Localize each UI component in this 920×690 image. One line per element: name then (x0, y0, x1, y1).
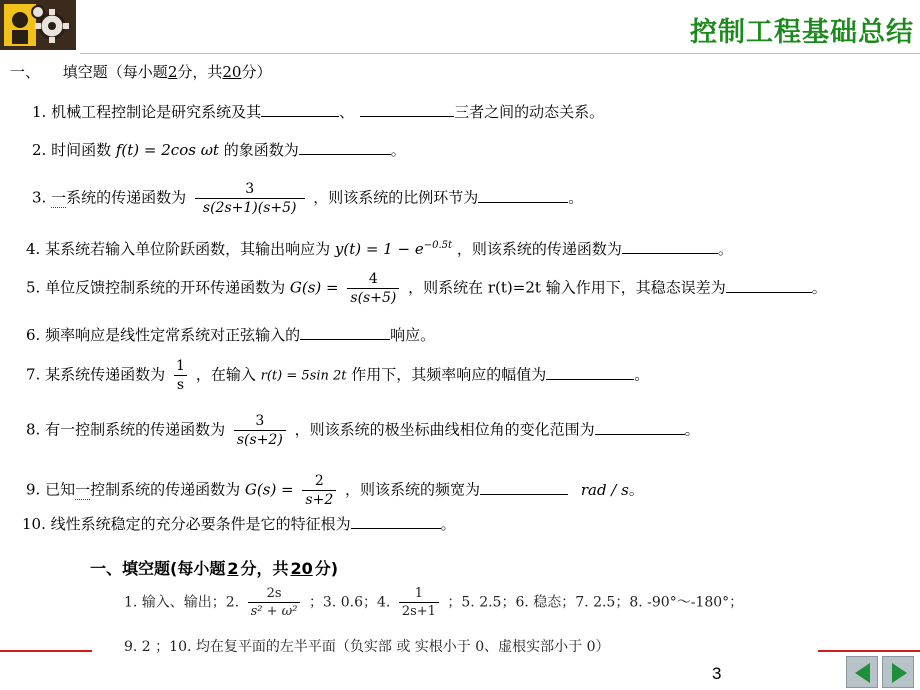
q3-blank[interactable] (478, 189, 568, 203)
question-4 (26, 236, 733, 259)
answers-heading-b: 分，共 (240, 559, 289, 578)
q5-text-b: ，则系统在 r(t)=2t 输入作用下，其稳态误差为 (408, 278, 726, 297)
q8-text-c: 。 (684, 420, 700, 439)
q9-text-c: ，则该系统的频宽为 (345, 480, 481, 499)
answers-line-2: 9. 2 ；10. 均在复平面的左半平面（负实部 或 实根小于 0、虚根实部小于 0） (124, 639, 610, 655)
page-title: 控制工程基础总结 (690, 17, 914, 48)
q2-formula: f(t) = 2cos ωt (115, 141, 219, 159)
question-2 (32, 140, 406, 160)
question-3 (32, 180, 583, 217)
q5-denominator: s(s+5) (347, 288, 399, 307)
q3-text-d: 。 (568, 188, 584, 207)
answers-line-1-b: ；3. 0.6；4. (308, 594, 391, 611)
q9-text-d: 。 (628, 480, 644, 499)
q6-text-a: 6. 频率响应是线性定常系统对正弦输入的 (26, 326, 301, 344)
q10-blank[interactable] (351, 515, 441, 529)
q9-blank[interactable] (480, 481, 568, 495)
q4-exponent: −0.5t (423, 240, 453, 251)
q4-text-b: ，则该系统的传递函数为 (456, 240, 622, 258)
footer-rule-right (818, 650, 920, 652)
q2-text-a: 2. 时间函数 (32, 141, 112, 159)
answer-fraction-2-num: 1 (414, 586, 424, 601)
q9-text-a: 9. 已知 (26, 480, 76, 499)
q8-numerator: 3 (255, 413, 265, 429)
score-total: 20 (222, 63, 242, 81)
q10-text-b: 。 (440, 515, 456, 533)
answers-line-1-c: ；5. 2.5；6. 稳态；7. 2.5；8. -90°～-180°； (447, 594, 744, 611)
answer-fraction-1 (248, 585, 301, 620)
question-1 (32, 102, 604, 122)
arrow-right-icon (883, 657, 915, 689)
q1-text-b: 三者之间的动态关系。 (454, 103, 605, 121)
q7-formula: r(t) = 5sin 2t (260, 368, 347, 384)
section-heading (10, 62, 271, 82)
q7-text-a: 7. 某系统传递函数为 (26, 365, 166, 384)
question-9 (26, 472, 644, 509)
next-slide-button[interactable] (882, 656, 914, 688)
section-heading-mid: 分，共 (177, 63, 223, 81)
q2-blank[interactable] (299, 141, 391, 155)
q2-text-c: 。 (390, 141, 406, 159)
score-each: 2 (167, 63, 178, 81)
question-10 (22, 514, 456, 534)
q8-text-a: 8. 有一控制系统的传递函数为 (26, 420, 226, 439)
q6-text-b: 响应。 (390, 326, 436, 344)
q3-text-c: ，则该系统的比例环节为 (313, 188, 479, 207)
q1-text-a: 1. 机械工程控制论是研究系统及其 (32, 103, 262, 121)
q5-g: G(s) = (289, 278, 339, 297)
answers-line-1-a: 1. 输入、输出；2. (124, 594, 240, 611)
q3-text-a: 3. (32, 188, 47, 207)
q6-blank[interactable] (300, 326, 390, 340)
q9-pre: 一 (75, 480, 91, 499)
q5-fraction (347, 270, 399, 307)
question-6 (26, 325, 435, 345)
q4-formula: y(t) = 1 − e (334, 240, 424, 258)
logo (0, 0, 76, 50)
q5-text-a: 5. 单位反馈控制系统的开环传递函数为 (26, 278, 286, 297)
q8-blank[interactable] (595, 421, 685, 435)
q3-numerator: 3 (245, 181, 255, 197)
answer-fraction-1-den: s² + ω² (248, 602, 301, 620)
prev-slide-button[interactable] (846, 656, 878, 688)
answers-score-each: 2 (227, 559, 239, 578)
q1-blank-1[interactable] (261, 103, 339, 117)
question-8 (26, 412, 700, 449)
header-divider (80, 53, 920, 54)
q4-blank[interactable] (622, 240, 718, 254)
q9-g: G(s) = (244, 480, 294, 499)
q8-fraction (234, 412, 286, 449)
q5-numerator: 4 (368, 271, 378, 287)
q4-text-a: 4. 某系统若输入单位阶跃函数，其输出响应为 (26, 240, 331, 258)
arrow-left-icon (847, 657, 879, 689)
section-heading-text: 填空题（每小题 (62, 63, 168, 81)
q3-fraction (195, 180, 305, 217)
section-heading-tail: 分） (241, 63, 272, 81)
q7-numerator: 1 (176, 358, 185, 374)
q8-denominator: s(s+2) (234, 430, 286, 449)
question-7 (26, 357, 649, 394)
q1-sep: 、 (339, 103, 355, 121)
q5-text-c: 。 (811, 278, 827, 297)
q10-text-a: 10. 线性系统稳定的充分必要条件是它的特征根为 (22, 515, 351, 533)
answers-heading-a: 一、填空题(每小题 (90, 559, 226, 578)
q7-text-b: ，在输入 (195, 365, 256, 384)
q9-fraction (302, 472, 336, 509)
q1-blank-2[interactable] (360, 103, 454, 117)
q3-denominator: s(2s+1)(s+5) (195, 198, 305, 217)
question-5 (26, 270, 827, 307)
section-number: 一、 (10, 63, 41, 81)
q9-denominator: s+2 (302, 490, 336, 509)
q4-text-c: 。 (717, 240, 733, 258)
q7-blank[interactable] (546, 366, 634, 380)
answer-fraction-1-num: 2s (266, 586, 282, 601)
answers-line-1 (124, 585, 743, 620)
q3-text-b: 系统的传递函数为 (66, 188, 187, 207)
q9-unit: rad / s (580, 480, 629, 499)
answer-fraction-2 (399, 585, 439, 620)
q2-text-b: 的象函数为 (223, 141, 299, 159)
answers-heading (90, 556, 338, 579)
q7-text-d: 。 (634, 365, 650, 384)
q7-fraction (174, 357, 187, 394)
q3-pre: 一 (51, 188, 67, 207)
q8-text-b: ，则该系统的极坐标曲线相位角的变化范围为 (294, 420, 595, 439)
q9-text-b: 控制系统的传递函数为 (90, 480, 241, 499)
page-number: 3 (712, 664, 722, 683)
answer-fraction-2-den: 2s+1 (399, 602, 439, 620)
q7-denominator: s (174, 375, 187, 394)
footer-rule-left (0, 650, 92, 652)
q9-numerator: 2 (314, 473, 324, 489)
answers-score-total: 20 (290, 559, 313, 578)
q7-text-c: 作用下，其频率响应的幅值为 (351, 365, 547, 384)
answers-heading-c: 分) (314, 559, 339, 578)
q5-blank[interactable] (726, 279, 812, 293)
